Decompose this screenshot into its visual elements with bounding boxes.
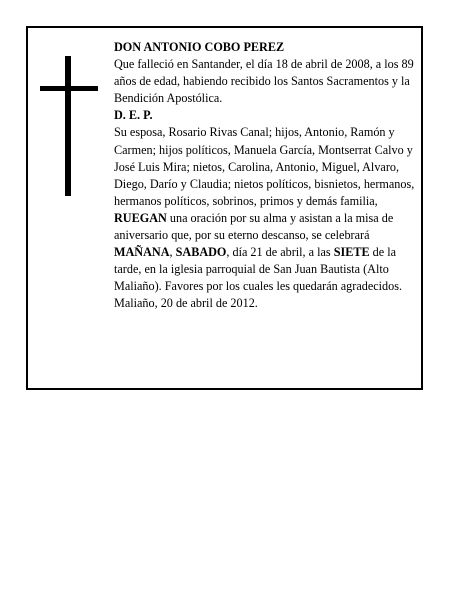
ruegan-word: RUEGAN <box>114 210 167 225</box>
death-paragraph: Que falleció en Santander, el día 18 de abril de 2008, a los 89 años de edad, habiendo recibido los Santos Sacramentos y la Bendición Apostólica. <box>114 57 414 106</box>
cross-icon <box>40 56 98 196</box>
deceased-name: DON ANTONIO COBO PEREZ <box>114 40 285 54</box>
notice-text <box>114 39 420 313</box>
request-text-3: de la tarde, en la iglesia parroquial de San Juan Bautista (Alto Maliaño). Favores por los cuales les quedarán agradecidos. <box>114 245 403 294</box>
siete-word: SIETE <box>333 245 370 260</box>
sabado-word: SABADO <box>175 245 227 260</box>
request-paragraph <box>114 210 420 295</box>
cross-vertical-bar <box>65 56 71 196</box>
place-date-line: Maliaño, 20 de abril de 2012. <box>114 296 258 311</box>
request-comma: , <box>169 245 176 260</box>
request-text-2: , día 21 de abril, a las <box>226 245 334 260</box>
request-text-1: una oración por su alma y asistan a la misa de aniversario que, por su eterno descanso, se celebrará <box>114 210 394 243</box>
cross-horizontal-bar <box>40 86 98 91</box>
dep-line: D. E. P. <box>114 108 153 123</box>
manana-word: MAÑANA <box>114 245 170 260</box>
family-paragraph: Su esposa, Rosario Rivas Canal; hijos, Antonio, Ramón y Carmen; hijos políticos, Manuela García, Montserrat Calvo y José Luis Mira; nietos, Carolina, Antonio, Miguel, Alvaro, Diego, Darío y Claudia; nietos políticos, bisnietos, hermanos, hermanos políticos, sobrinos, primos y demás familia, <box>114 125 415 208</box>
obituary-notice <box>26 26 423 390</box>
